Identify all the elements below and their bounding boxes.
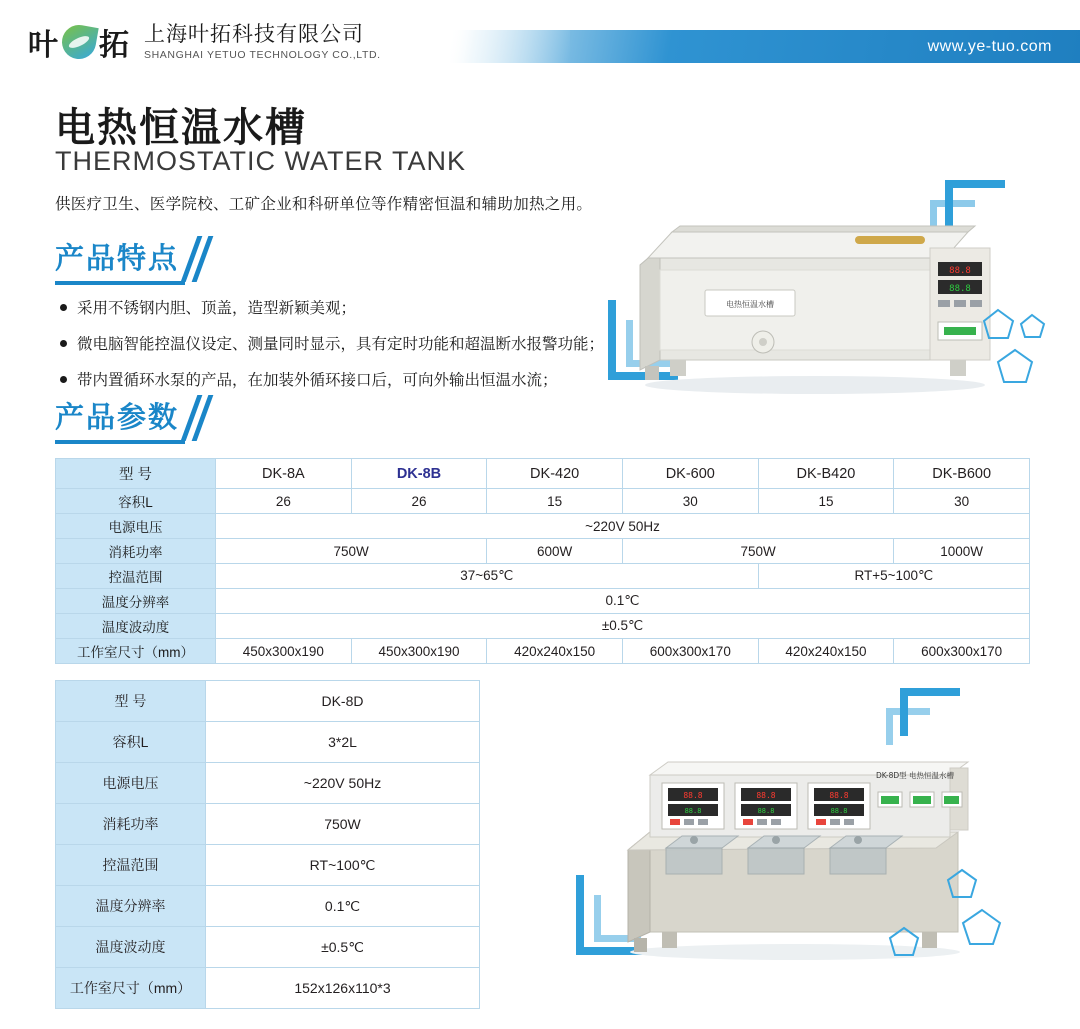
table-row <box>56 564 1030 589</box>
row-label: 工作室尺寸（mm） <box>56 639 216 664</box>
table-cell: 420x240x150 <box>487 639 623 664</box>
table-cell: RT~100℃ <box>206 845 480 886</box>
website-url[interactable]: www.ye-tuo.com <box>927 37 1052 55</box>
section-heading-params-label: 产品参数 <box>55 395 185 444</box>
table-cell: 750W <box>622 539 893 564</box>
table-cell: DK-B420 <box>758 459 894 489</box>
table-row <box>56 763 480 804</box>
svg-text:88.8: 88.8 <box>829 791 849 800</box>
table-cell: DK-600 <box>622 459 758 489</box>
page-title-en: THERMOSTATIC WATER TANK <box>55 146 466 176</box>
company-name-cn: 上海叶拓科技有限公司 <box>144 22 364 46</box>
table-cell: 450x300x190 <box>351 639 487 664</box>
spec-table-dk8d <box>55 680 480 1009</box>
table-row <box>56 845 480 886</box>
page-header <box>0 0 1080 82</box>
product-photo-single-tank <box>600 170 1050 420</box>
list-item <box>60 368 660 390</box>
table-cell: 0.1℃ <box>206 886 480 927</box>
table-cell: 0.1℃ <box>216 589 1030 614</box>
table-row <box>56 459 1030 489</box>
svg-text:88.8: 88.8 <box>757 807 775 815</box>
svg-text:88.8: 88.8 <box>756 791 776 800</box>
table-row <box>56 589 1030 614</box>
table-cell: ~220V 50Hz <box>216 514 1030 539</box>
table-row <box>56 514 1030 539</box>
logo-char-tuo: 拓 <box>99 28 130 63</box>
table-row <box>56 927 480 968</box>
table-row <box>56 804 480 845</box>
row-label: 电源电压 <box>56 514 216 539</box>
table-cell: 600x300x170 <box>622 639 758 664</box>
section-heading-params <box>55 395 213 444</box>
table-cell: 30 <box>622 489 758 514</box>
table-cell: 1000W <box>894 539 1030 564</box>
row-label: 温度分辨率 <box>56 589 216 614</box>
table-cell: 600W <box>487 539 623 564</box>
table-row <box>56 539 1030 564</box>
table-row <box>56 639 1030 664</box>
row-label: 消耗功率 <box>56 804 206 845</box>
svg-text:88.8: 88.8 <box>949 266 971 276</box>
bullet-dot-icon <box>60 376 67 383</box>
spec-table-main <box>55 458 1030 664</box>
table-cell: 26 <box>351 489 487 514</box>
svg-text:88.8: 88.8 <box>684 807 702 815</box>
header-banner <box>450 30 1080 63</box>
table-cell: DK-B600 <box>894 459 1030 489</box>
table-cell: 37~65℃ <box>216 564 759 589</box>
feature-text: 微电脑智能控温仪设定、测量同时显示，具有定时功能和超温断水报警功能； <box>77 336 605 353</box>
logo-char-ye: 叶 <box>28 28 59 63</box>
row-label: 型 号 <box>56 459 216 489</box>
row-label: 容积L <box>56 722 206 763</box>
row-label: 温度波动度 <box>56 614 216 639</box>
table-cell: DK-8A <box>216 459 352 489</box>
table-row <box>56 886 480 927</box>
row-label: 电源电压 <box>56 763 206 804</box>
bullet-dot-icon <box>60 304 67 311</box>
section-heading-features-label: 产品特点 <box>55 236 185 285</box>
table-row <box>56 614 1030 639</box>
row-label: 型 号 <box>56 681 206 722</box>
table-cell: 420x240x150 <box>758 639 894 664</box>
product-photo-triple-tank <box>570 680 1020 990</box>
table-cell: 600x300x170 <box>894 639 1030 664</box>
table-cell: 26 <box>216 489 352 514</box>
svg-text:88.8: 88.8 <box>949 284 971 294</box>
company-name <box>144 23 381 61</box>
table-cell: 750W <box>206 804 480 845</box>
table-cell: ~220V 50Hz <box>206 763 480 804</box>
row-label: 控温范围 <box>56 845 206 886</box>
feature-text: 带内置循环水泵的产品，在加装外循环接口后，可向外输出恒温水流； <box>77 372 558 389</box>
table-cell: 450x300x190 <box>216 639 352 664</box>
table-cell: ±0.5℃ <box>206 927 480 968</box>
table-cell: 750W <box>216 539 487 564</box>
table-row <box>56 722 480 763</box>
list-item <box>60 332 660 354</box>
table-row <box>56 489 1030 514</box>
table-cell: DK-8D <box>206 681 480 722</box>
feature-text: 采用不锈钢内胆、顶盖，造型新颖美观； <box>77 300 357 317</box>
heading-slash-icon <box>187 236 213 278</box>
table-cell: 15 <box>758 489 894 514</box>
table-cell: DK-420 <box>487 459 623 489</box>
company-logo-icon <box>28 20 130 64</box>
svg-text:DK-8D型 电热恒温水槽: DK-8D型 电热恒温水槽 <box>875 771 955 780</box>
table-cell: ±0.5℃ <box>216 614 1030 639</box>
row-label: 温度分辨率 <box>56 886 206 927</box>
table-cell: 3*2L <box>206 722 480 763</box>
table-cell: 30 <box>894 489 1030 514</box>
svg-text:88.8: 88.8 <box>683 791 703 800</box>
row-label: 容积L <box>56 489 216 514</box>
row-label: 温度波动度 <box>56 927 206 968</box>
leaf-icon <box>59 22 98 61</box>
section-heading-features <box>55 236 213 285</box>
bullet-dot-icon <box>60 340 67 347</box>
svg-text:电热恒温水槽: 电热恒温水槽 <box>726 300 774 309</box>
row-label: 控温范围 <box>56 564 216 589</box>
row-label: 消耗功率 <box>56 539 216 564</box>
table-cell-highlighted: DK-8B <box>351 459 487 489</box>
logo-block <box>28 20 381 64</box>
table-row <box>56 681 480 722</box>
table-cell: 152x126x110*3 <box>206 968 480 1009</box>
page-title-cn: 电热恒温水槽 <box>55 106 307 150</box>
svg-text:88.8: 88.8 <box>830 807 848 815</box>
table-cell: 15 <box>487 489 623 514</box>
table-cell: RT+5~100℃ <box>758 564 1029 589</box>
company-name-en: SHANGHAI YETUO TECHNOLOGY CO.,LTD. <box>144 49 381 62</box>
row-label: 工作室尺寸（mm） <box>56 968 206 1009</box>
table-row <box>56 968 480 1009</box>
heading-slash-icon <box>187 395 213 437</box>
list-item <box>60 296 660 318</box>
feature-list <box>60 296 660 404</box>
page-subtitle: 供医疗卫生、医学院校、工矿企业和科研单位等作精密恒温和辅助加热之用。 <box>55 196 593 213</box>
